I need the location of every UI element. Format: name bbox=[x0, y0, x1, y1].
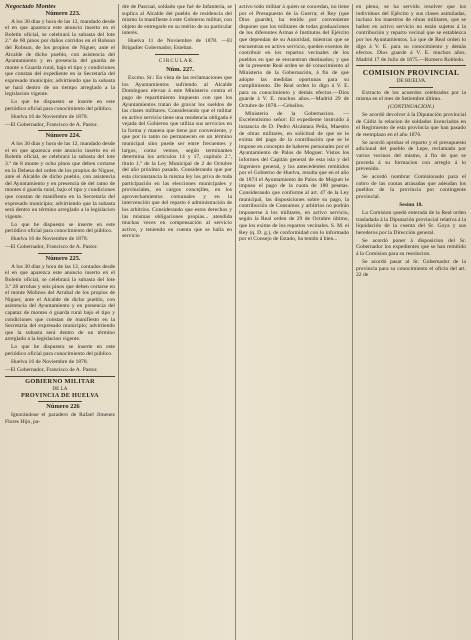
notice-body: A los 30 dias y hora de las 12, mandado desde el en que aparezca este anuncio inserto en el Boletín oficial, se celebrará la subasta del lote 3.º de 8 monte y ocho pinos que deben cortarse en la Dehesa del orden de los propios de Niguer, ante el Alcalde de dicho pueblo, con asistencia del Ayuntamiento y en presencia de del ramo de montes ó guarda rural, bajo el tipo y condiciones que constan de manifiesto en la Secretaría del expresado municipio; advirtiendo que la subasta será dentro un término arreglado a la legislacion vigente. bbox=[5, 141, 115, 220]
section-heading: GOBIERNO MILITAR bbox=[25, 377, 95, 385]
notice-number: Número 223. bbox=[45, 9, 81, 17]
notice-signature: —El Gobernador, Francisco de A. Pastor. bbox=[5, 121, 98, 128]
notice-note: Lo que he dispuesto se inserte en este periódico oficial para conocimiento del público. bbox=[5, 221, 115, 235]
notice-number: Número 224. bbox=[45, 132, 81, 140]
notice-body: A los 30 dias y hora de las 12, contados desde el en que aparezca este anuncio inserto en el Boletín oficial, se celebrará la subasta del lote 3.º 28 arrobas y seis pinos que deben cortarse en el monte Molinos del Arrabal de los propios de Niguer, ante el Alcalde de dicho pueblo, con asistencia del Ayuntamiento y en presencia del capataz de montes ó guarda rural bajo el tipo y condiciones que constan de manifiesto en la Secretaría del expresado municipio; advirtiendo que la subasta será dentro de un término arreglado a la legislacion vigente. bbox=[5, 263, 115, 343]
notice-number: Núm. 227. bbox=[166, 66, 194, 74]
paragraph: Se acordó poner á disposicion del Sr. Gobernador los expedientes que se han remitido á la Comision para su resolucion. bbox=[356, 237, 466, 257]
divider bbox=[155, 54, 199, 55]
paragraph: Extracto de los acuerdos celebrados por la misma en el mes de Setiembre último. bbox=[356, 89, 466, 103]
notice-signature: —El Gobernador, Francisco de A. Pastor. bbox=[5, 366, 98, 373]
paragraph: dre de Pascual, soldado que fué de Infantería, se suplica al Alcalde del pueblo de residencia del mismo la manifieste á este Gobierno militar, con objeto de entregarle en su mérito de su particular interés. bbox=[122, 4, 232, 37]
section-subheading: DE LA bbox=[52, 386, 68, 393]
session-label: Sesion 18. bbox=[399, 201, 423, 208]
circular-title: CIRCULAR. bbox=[158, 57, 196, 64]
paragraph: Se acordó pasar al Sr. Gobernador de la provincia para su conocimiento el oficio del art. 22 de bbox=[356, 258, 466, 279]
paragraph: activo todo militar á quien se concedan, no tiene por el Presupuesto de la Guerra; el Rey (que Dios guarde), ha tenido por conveniente disponer que los militares de todas graduaciones de los diferentes Armas é Institutos del Ejército que dependan de su Autoridad, mientras que se encuentran en activo servicio, queden exentos de contribuir en los repartos vecinales de los pueblos en que se encuentran destinados; y que de la presente Real orden se dé conocimiento al Ministerio de la Gobernación, á fin de que adopte las medidas oportunas para su cumplimiento. De Real orden lo digo á V. E. para su conocimiento y demás efectos.—Dios guarde á V. E. muchos años.—Madrid 29 de Octubre de 1878.—Ceballos. bbox=[239, 4, 349, 109]
notice-body: A los 30 dias y hora de las 12, mandado desde el en que aparezca este anuncio inserto en el Boletin oficial, se celebrará la subasta del lote 2.º de 60 pinos por daños corridos en el Robsun del Robsun, de los propios de Niguer, ante el Alcalde de dicho pueblo, con asistencia del Ayuntamiento y en presencia del guarda de monte o Guarda rural, bajo el tipo y condiciones que constan del expediente en la Secretaría del expresado municipio; advirtiendo que la subasta se hará dentro de un tiempo arreglado a la legislacion vigente. bbox=[5, 18, 115, 98]
paragraph: Se acordó aprobar el reparto y el presupuesto adicional del pueblo de Lepe, reclamado por varios vecinos del mismo, á fin de que se proceda á su formacion con arreglo á lo prevenido. bbox=[356, 139, 466, 173]
paragraph: Se acordó devolver á la Diputación provincial de Cádiz la relacion de soldados licenciados en el Regimiento de esta provincia que han pasado de reemplazo en el año 1876. bbox=[356, 112, 466, 138]
section-subheading: DE HUELVA bbox=[396, 77, 426, 84]
section-heading: COMISION PROVINCIAL bbox=[362, 68, 460, 78]
column-2 bbox=[118, 4, 232, 640]
paragraph: Ministerio de la Gobernacion. —Excelentísimo señor: El expediente instruido á instancia de D. Pedro Alcántara Peña, Maestro de obras militares, en solicitud de que se le exima del pago de la contribución que se le impone en concepto de haberes personales por el Ayuntamiento de Palos de Moguer. Vistos los informes del Capitán general de esta isla y del Ingeniero general, y los antecedentes remitidos por el Gobierno de Huelva, resulta que en el año de 1874 el Ayuntamiento de Palos de Moguer le impuso el pago de la cuota de 180 pesetas. Considerando que conforme al art. 47 de la Ley municipal, las disposiciones sobre su pago, la contribución de Consumos y arbitrios no podrán imponerse á los militares, en activo servicio, según la Real orden de 29 de Octubre último, que los exime de los repartos vecinales. S. M. el Rey (q. D. g.), de conformidad con lo informado por el Consejo de Estado, ha tenido á bien... bbox=[239, 110, 349, 243]
notice-date: Huelva 16 de Noviembre de 1878. bbox=[11, 236, 89, 243]
column-3 bbox=[235, 4, 349, 640]
column-4 bbox=[352, 4, 466, 640]
column-1 bbox=[5, 4, 115, 640]
notice-note: Lo que he dispuesto se inserte en este periódico oficial para conocimiento del público. bbox=[5, 99, 115, 112]
notice-date: Huelva 16 de Noviembre de 1878. bbox=[11, 358, 89, 365]
notice-number: Número 226 bbox=[46, 403, 80, 411]
divider bbox=[389, 87, 433, 88]
notice-number: Número 225. bbox=[45, 254, 81, 262]
notice-date: Huelva 11 de Noviembre de 1878. —El Brigadier Gobernador, Esteban. bbox=[122, 38, 232, 51]
paragraph: Excmo. Sr.: En vista de las reclamaciones que los Ayuntamientos sufriendo al Alcalde Domínguez elevan á este Ministerio contra el pago de repartimiento impuesto con que los Ayuntamientos tratan de gravar los sueldos de las clases militares. Considerando que el militar en activo servicio tiene una residencia obligada é vejada del Gobierno que utiliza sus servicios en la forma y manera que tiene por conveniente, y que por lo tanto no permanecen en un término municipal sino puede ser entre frecuentes y largos, como vemos, según terminantes determina los artículos 14 y 17, capítulo 2.º, título 1.º de la Ley Municipal de 2 de Octubre del año próximo pasado. Considerando que por esta circunstancia la misma ley los priva de toda participación en las elecciones municipales y provinciales, en cargos concejiles, en los aprovechamientos comunales y en la intervención que del reparto é administración de los arbitrios. Considerando que estos derechos y las mismas obligaciones propias... atendida muchas veces en compensación al servicio activo, y teniendo en cuenta que se halla en servicio bbox=[122, 75, 232, 240]
divider bbox=[356, 65, 466, 66]
notice-date: Huelva 16 de Noviembre de 1878. bbox=[11, 113, 89, 120]
paragraph: Se acordó nombrar Comisionado para el cobro de las cuotas atrasadas que adeudan los pueblos de la provincia por contingente provincial. bbox=[356, 174, 466, 200]
divider bbox=[38, 130, 82, 131]
notice-signature: —El Gobernador, Francisco de A. Pastor. bbox=[5, 244, 98, 251]
notice-body: Ignorándose el paradero de Rafael Jimenez Flores Hijo, pa- bbox=[5, 412, 115, 425]
section-title: Negociado Montes bbox=[5, 4, 56, 10]
notice-note: Lo que he dispuesto se inserte en este periódico oficial para conocimiento del público. bbox=[5, 344, 115, 357]
paragraph: La Comision quedó enterada de la Real orden trasladada á la Diputación provincial relativa á la liquidación de la cuenta del Sr. Goya y sus herederos por la Dirección general. bbox=[356, 209, 466, 236]
section-heading: PROVINCIA DE HUELVA bbox=[21, 391, 99, 399]
divider bbox=[38, 401, 82, 402]
continuation-label: (CONTINUACION.) bbox=[387, 104, 435, 111]
divider bbox=[38, 253, 82, 254]
paragraph: en pleno, se ha servido resolver que los individuos del Ejército y sus clases asimiladas, incluso los maestros de obras militares, que se hallen en activo servicio no están sujetos á la contribución y reparto vecinal que se establezca por los Ayuntamientos. Lo que de Real orden lo digo á V. E. para su conocimiento y demás efectos. Dios guarde á V. E. muchos años. Madrid 17 de Julio de 1875.—Romero Robledo. bbox=[356, 4, 466, 63]
divider bbox=[5, 376, 115, 377]
